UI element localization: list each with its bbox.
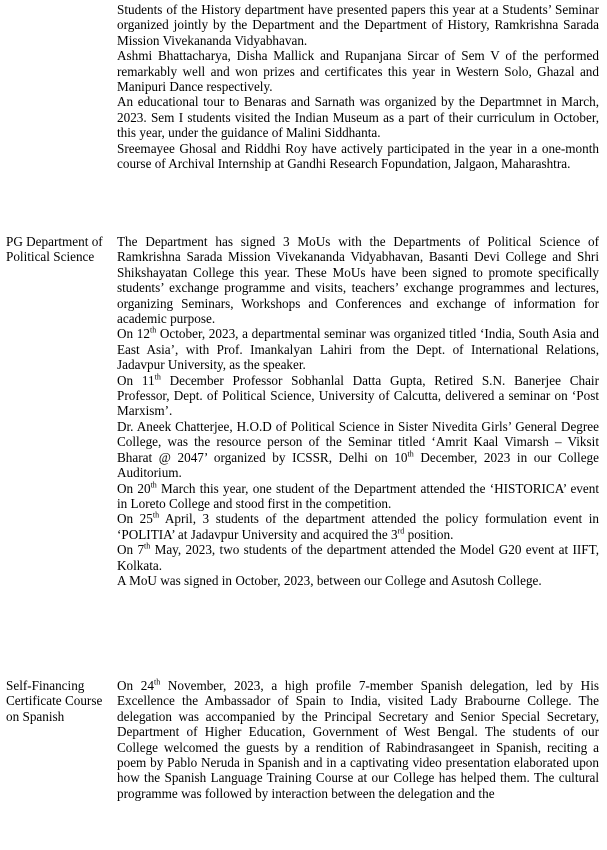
pg-political-science-label: PG Department of Political Science <box>6 234 103 265</box>
polsci-paragraph-2: On 12th October, 2023, a departmental seminar was organized titled ‘India, South Asia and East Asia’, with Prof. Imankalyan Lahiri from the Dept. of International Relations, Jadavpur University, as the speaker. <box>117 326 599 373</box>
history-paragraph-1: Students of the History department have presented papers this year at a Students’ Seminar organized jointly by the Department and the Department of History, Ramkrishna Sarada Mission Vivekananda Vidyabhavan. <box>117 2 599 48</box>
polsci-paragraph-8: A MoU was signed in October, 2023, between our College and Asutosh College. <box>117 572 542 588</box>
polsci-paragraph-7: On 7th May, 2023, two students of the department attended the Model G20 event at IIFT, Kolkata. <box>117 541 599 573</box>
spanish-course-text <box>117 678 599 801</box>
history-paragraph-3: An educational tour to Benaras and Sarnath was organized by the Departmnet in March, 2023. Sem I students visited the Indian Museum as a part of their curriculum in October, this year, under the guidance of Malini Siddhanta. <box>117 94 599 141</box>
history-section-text <box>117 2 599 171</box>
polsci-paragraph-1: The Department has signed 3 MoUs with the Departments of Political Science of Ramkrishna Sarada Mission Vivekananda Vidyabhavan, Basanti Devi College and Shri Shikshayatan College this year. These MoUs have been signed to promote specifically students’ exchange programme and visits, teachers’ exchange programmes and lectures, organizing Seminars, Workshops and Conferences and exchange of information for academic purpose. <box>117 234 599 327</box>
polsci-paragraph-5: On 20th March this year, one student of the Department attended the ‘HISTORICA’ event in Loreto College and stood first in the competition. <box>117 480 599 511</box>
polsci-paragraph-4: Dr. Aneek Chatterjee, H.O.D of Political Science in Sister Nivedita Girls’ General Degree College, was the resource person of the Seminar titled ‘Amrit Kaal Vimarsh – Viksit Bharat @ 2047’ organized by ICSSR, Delhi on 10th December, 2023 in our College Auditorium. <box>117 418 599 481</box>
polsci-paragraph-6: On 25th April, 3 students of the department attended the policy formulation event in ‘POLITIA’ at Jadavpur University and acquired the 3rd position. <box>117 510 599 542</box>
pg-political-science-text <box>117 234 599 588</box>
history-paragraph-2: Ashmi Bhattacharya, Disha Mallick and Rupanjana Sircar of Sem V of the performed remarkably well and won prizes and certificates this year in Western Solo, Ghazal and Manipuri Dance respectively. <box>117 48 599 95</box>
spanish-paragraph-1: On 24th November, 2023, a high profile 7-member Spanish delegation, led by His Excellence the Ambassador of Spain to India, visited Lady Brabourne College. The delegation was accompanied by the Principal Secretary and Senior Special Secretary, Department of Higher Education, Government of West Bengal. The students of our College welcomed the guests by a rendition of Rabindrasangeet in Spanish, reciting a poem by Pablo Neruda in Spanish and in a captivating video presentation elaborated upon how the Spanish Language Training Course at our College has helped them. The cultural programme was followed by interaction between the delegation and the <box>117 677 599 801</box>
polsci-paragraph-3: On 11th December Professor Sobhanlal Datta Gupta, Retired S.N. Banerjee Chair Professor, Dept. of Political Science, University of Calcutta, delivered a seminar on ‘Post Marxism’. <box>117 372 599 419</box>
history-paragraph-4: Sreemayee Ghosal and Riddhi Roy have actively participated in the year in a one-month course of Archival Internship at Gandhi Research Fopundation, Jalgaon, Maharashtra. <box>117 140 599 172</box>
spanish-course-label: Self-Financing Certificate Course on Spanish <box>6 678 103 724</box>
